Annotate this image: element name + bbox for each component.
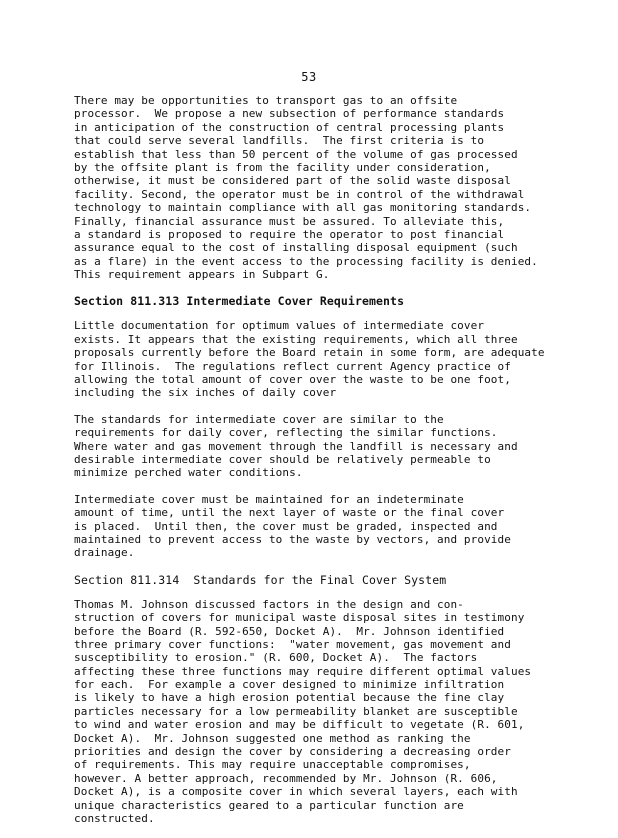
text-line: struction of covers for municipal waste disposal sites in testimony: [74, 611, 525, 625]
text-line: by the offsite plant is from the facility under consideration,: [74, 160, 491, 174]
text-line: Finally, financial assurance must be assured. To alleviate this,: [74, 214, 505, 228]
paragraph-offsite-gas-processing: [74, 94, 556, 281]
paragraph-intermediate-cover-maintenance: [74, 493, 556, 560]
text-line: This requirement appears in Subpart G.: [74, 268, 330, 282]
text-line: susceptibility to erosion." (R. 600, Docket A). The factors: [74, 651, 478, 665]
paragraph-intermediate-cover-standards: [74, 413, 556, 480]
text-line: desirable intermediate cover should be relatively permeable to: [74, 452, 491, 466]
page-number: 53: [301, 70, 317, 84]
text-line: facility. Second, the operator must be in control of the withdrawal: [74, 187, 525, 201]
text-line: particles necessary for a low permeability blanket are susceptible: [74, 704, 518, 718]
text-line: priorities and design the cover by considering a decreasing order: [74, 745, 511, 759]
text-line: minimize perched water conditions.: [74, 466, 303, 480]
text-line: as a flare) in the event access to the processing facility is denied.: [74, 254, 538, 268]
section-heading-text: Section 811.313 Intermediate Cover Requirements: [74, 294, 405, 309]
text-line: The standards for intermediate cover are similar to the: [74, 412, 444, 426]
text-line: Thomas M. Johnson discussed factors in the design and con-: [74, 597, 464, 611]
text-line: There may be opportunities to transport gas to an offsite: [74, 94, 458, 107]
text-line: maintained to prevent access to the waste by vectors, and provide: [74, 532, 511, 546]
text-line: Intermediate cover must be maintained for an indeterminate: [74, 492, 464, 506]
text-line: drainage.: [74, 546, 135, 560]
text-line: allowing the total amount of cover over the waste to be one foot,: [74, 373, 511, 387]
text-line: requirements for daily cover, reflecting the similar functions.: [74, 426, 498, 440]
text-line: unique characteristics geared to a particular function are: [74, 798, 464, 812]
text-line: for Illinois. The regulations reflect current Agency practice of: [74, 359, 511, 373]
text-line: amount of time, until the next layer of waste or the final cover: [74, 506, 505, 520]
text-line: Little documentation for optimum values of intermediate cover: [74, 319, 485, 333]
text-line: establish that less than 50 percent of the volume of gas processed: [74, 147, 518, 161]
text-line: technology to maintain compliance with all gas monitoring standards.: [74, 201, 532, 215]
text-line: otherwise, it must be considered part of the solid waste disposal: [74, 174, 511, 188]
text-line: of requirements. This may require unacceptable compromises,: [74, 758, 471, 772]
text-line: proposals currently before the Board retain in some form, are adequate: [74, 346, 545, 360]
text-line: Docket A). Mr. Johnson suggested one method as ranking the: [74, 731, 471, 745]
text-line: Where water and gas movement through the landfill is necessary and: [74, 439, 518, 453]
text-line: in anticipation of the construction of central processing plants: [74, 120, 505, 134]
document-body: [74, 94, 556, 838]
text-line: before the Board (R. 592-650, Docket A). Mr. Johnson identified: [74, 624, 505, 638]
text-line: that could serve several landfills. The first criteria is to: [74, 134, 485, 148]
text-line: for each. For example a cover designed to minimize infiltration: [74, 678, 505, 692]
text-line: including the six inches of daily cover: [74, 386, 337, 400]
section-heading-811-313: [74, 294, 556, 308]
text-line: processor. We propose a new subsection of performance standards: [74, 107, 505, 121]
text-line: exists. It appears that the existing requirements, which all three: [74, 332, 518, 346]
text-line: is likely to have a high erosion potential because the fine clay: [74, 691, 505, 705]
text-line: to wind and water erosion and may be difficult to vegetate (R. 601,: [74, 718, 525, 732]
text-line: a standard is proposed to require the operator to post financial: [74, 227, 505, 241]
text-line: is placed. Until then, the cover must be graded, inspected and: [74, 519, 498, 533]
text-line: affecting these three functions may require different optimal values: [74, 664, 532, 678]
text-line: Docket A), is a composite cover in which several layers, each with: [74, 785, 518, 799]
section-heading-811-314: [74, 573, 556, 587]
text-line: three primary cover functions: "water movement, gas movement and: [74, 637, 511, 651]
text-line: however. A better approach, recommended by Mr. Johnson (R. 606,: [74, 771, 498, 785]
section-heading-text: Section 811.314 Standards for the Final Cover System: [74, 572, 447, 587]
text-line: assurance equal to the cost of installing disposal equipment (such: [74, 241, 518, 255]
text-line: constructed.: [74, 811, 155, 825]
paragraph-intermediate-cover-documentation: [74, 319, 556, 399]
paragraph-final-cover-system: [74, 598, 556, 826]
